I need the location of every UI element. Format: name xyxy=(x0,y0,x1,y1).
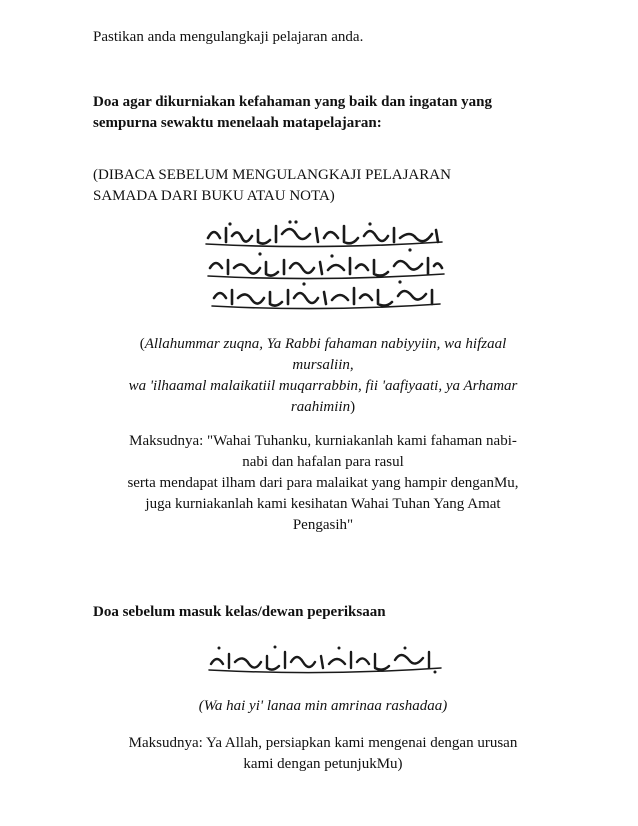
transliteration-line2: mursaliin, xyxy=(292,357,354,373)
meaning-line1: Maksudnya: "Wahai Tuhanku, kurniakanlah kami fahaman nabi- xyxy=(129,433,517,449)
section1-transliteration xyxy=(93,334,553,418)
meaning-line2: nabi dan hafalan para rasul xyxy=(242,454,404,470)
meaning-line4: juga kurniakanlah kami kesihatan Wahai Tuhan Yang Amat xyxy=(145,496,501,512)
transliteration-line1: (Allahummar zuqna, Ya Rabbi fahaman nabiyyiin, wa hifzaal xyxy=(139,336,507,352)
transliteration-line4: raahimiin) xyxy=(290,399,356,415)
section2-meaning-line2: kami dengan petunjukMu) xyxy=(243,756,403,772)
section1-meaning xyxy=(93,431,553,536)
arabic-prayer-1-image xyxy=(200,216,450,316)
section1-heading-line2: sempurna sewaktu menelaah matapelajaran: xyxy=(93,115,382,131)
section1-heading-line1: Doa agar dikurniakan kefahaman yang baik dan ingatan yang xyxy=(93,94,493,110)
transliteration-line3: wa 'ilhaamal malaikatiil muqarrabbin, fii 'aafiyaati, ya Arhamar xyxy=(128,378,518,394)
section2-meaning xyxy=(93,733,553,775)
meaning-line5: Pengasih" xyxy=(292,517,354,533)
section2-transliteration: (Wa hai yi' lanaa min amrinaa rashadaa) xyxy=(198,698,448,714)
section2-meaning-line1: Maksudnya: Ya Allah, persiapkan kami mengenai dengan urusan xyxy=(128,735,518,751)
section1-note-line1: (DIBACA SEBELUM MENGULANGKAJI PELAJARAN xyxy=(93,167,451,183)
section2-heading: Doa sebelum masuk kelas/dewan peperiksaan xyxy=(93,604,386,620)
meaning-line3: serta mendapat ilham dari para malaikat yang hampir denganMu, xyxy=(127,475,519,491)
intro-text: Pastikan anda mengulangkaji pelajaran anda. xyxy=(93,29,364,45)
section1-note-line2: SAMADA DARI BUKU ATAU NOTA) xyxy=(93,188,335,204)
arabic-prayer-2-image xyxy=(205,642,445,678)
